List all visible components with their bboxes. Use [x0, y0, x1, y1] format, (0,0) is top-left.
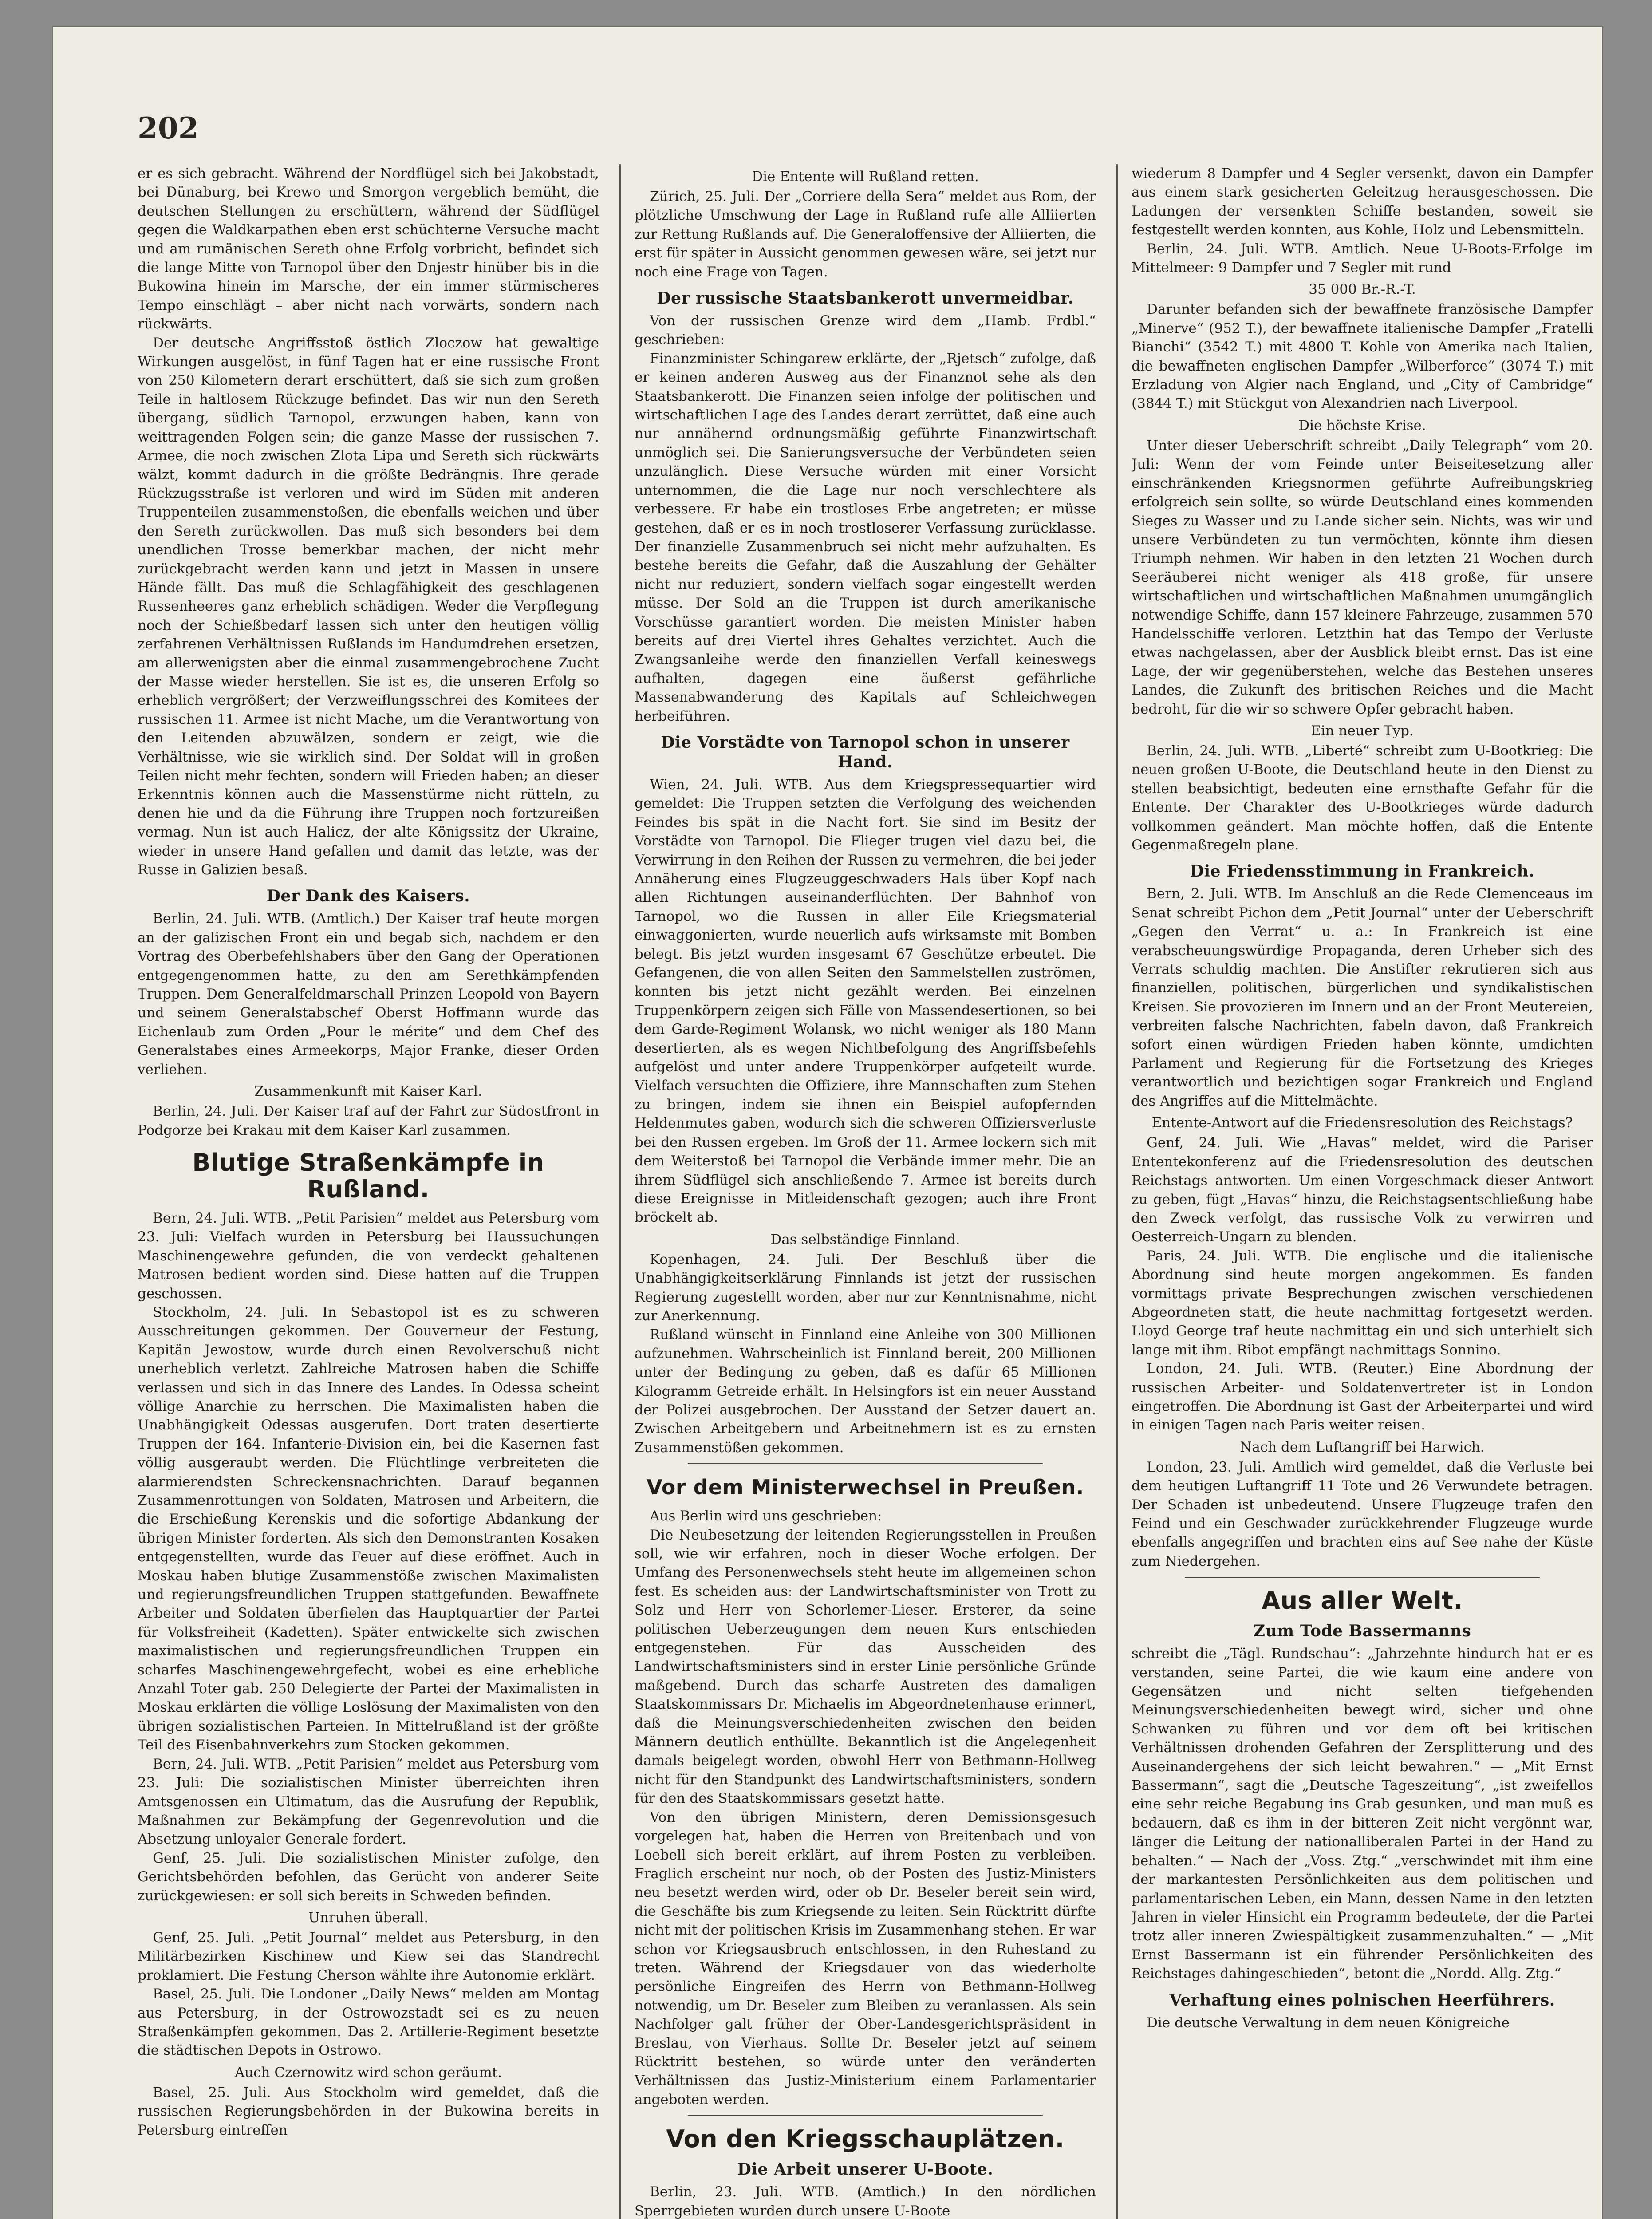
column-middle: [635, 164, 1096, 2219]
subhead-hoechste-krise: Die höchste Krise.: [1298, 417, 1426, 434]
page-number: 202: [138, 111, 199, 146]
subhead-u-boote: Die Arbeit unserer U-Boote.: [737, 2160, 994, 2179]
article-paragraph: Darunter befanden sich der bewaffnete französische Dampfer „Minerve“ (952 T.), der bewaffnete italienische Dampfer „Fratelli Bianchi“ (3542 T.) mit 4800 T. Kohle von Amerika nach Italien, die bewaffneten englischen Dampfer „Wilberforce“ (3074 T.) mit Erzladung von Algier nach England, und „City of Cambridge“ (3844 T.) mit Stückgut von Alexandrien nach Liverpool.: [1132, 301, 1593, 412]
article-continuation: wiederum 8 Dampfer und 4 Segler versenkt, davon ein Dampfer aus einem stark gesicherten Geleitzug herausgeschossen. Die Ladungen der versenkten Schiffe bestanden, soweit sie festgestellt werden konnten, aus Kohle, Holz und Lebensmitteln.: [1132, 166, 1593, 238]
subhead-neuer-typ: Ein neuer Typ.: [1311, 723, 1414, 739]
headline-friedensstimmung: Die Friedensstimmung in Frankreich.: [1190, 862, 1535, 881]
article-paragraph: Rußland wünscht in Finnland eine Anleihe von 300 Millionen aufzunehmen. Wahrscheinlich ist Finnland bereit, 200 Millionen unter der Bedingung zu geben, daß es dafür 65 Millionen Kilogramm Getreide erhält. In Helsingfors ist ein neuer Ausstand der Polizei ausgebrochen. Der Ausstand der Setzer dauert an. Zwischen Arbeitgebern und Arbeitnehmern ist es zu ernsten Zusammenstößen gekommen.: [635, 1327, 1096, 1456]
article-paragraph: Berlin, 23. Juli. WTB. (Amtlich.) In den nördlichen Sperrgebieten wurden durch unsere U-Boote: [635, 2184, 1096, 2219]
newspaper-page: [53, 27, 1602, 2219]
article-paragraph: Von den übrigen Ministern, deren Demissionsgesuch vorgelegen hat, haben die Herren von Breitenbach und von Loebell sich bereit erklärt, auf ihrem Posten zu verbleiben. Fraglich erscheint nur noch, ob der Posten des Justiz-Ministers neu besetzt werden wird, oder ob Dr. Beseler bereit sein wird, die Geschäfte bis zum Kriegsende zu leiten. Sein Rücktritt dürfte nicht mit der politischen Krisis im Zusammenhang stehen. Er war schon vor Kriegsausbruch entschlossen, in den Ruhestand zu treten. Während der Kriegsdauer von das wiederholte persönliche Eingreifen des Herrn von Bethmann-Hollweg notwendig, um Dr. Beseler zum Bleiben zu veranlassen. Als sein Nachfolger galt früher der Ober-Landesgerichtspräsident in Breslau, von Vierhaus. Sollte Dr. Beseler jetzt auf seinem Rücktritt bestehen, so würde unter den veränderten Verhältnissen das Justiz-Ministerium einem Parlamentarier angeboten werden.: [635, 1809, 1096, 2108]
article-paragraph: Bern, 24. Juli. WTB. „Petit Parisien“ meldet aus Petersburg vom 23. Juli: Vielfach wurden in Petersburg bei Haussuchungen Maschinengewehre gefunden, die von verdeckt gehaltenen Matrosen bedient worden sind. Diese hatten auf die Truppen geschossen.: [138, 1210, 599, 1302]
headline-blutige-strassenkaempfe: Blutige Straßenkämpfe in Rußland.: [192, 1148, 544, 1203]
subhead-entente-antwort: Entente-Antwort auf die Friedensresolution des Reichstags?: [1151, 1115, 1573, 1131]
article-paragraph: Berlin, 24. Juli. WTB. Amtlich. Neue U-Boots-Erfolge im Mittelmeer: 9 Dampfer und 7 Segler mit rund: [1132, 241, 1593, 276]
article-paragraph: Bern, 24. Juli. WTB. „Petit Parisien“ meldet aus Petersburg vom 23. Juli: Die sozialistischen Minister überreichten ihren Amtsgenossen ein Ultimatum, das die Ausrufung der Republik, Maßnahmen zur Bekämpfung der Gegenrevolution und die Absetzung unloyaler Generale fordert.: [138, 1756, 599, 1848]
subhead-verhaftung: Verhaftung eines polnischen Heerführers.: [1169, 1990, 1555, 2010]
article-paragraph: Von der russischen Grenze wird dem „Hamb. Frdbl.“ geschrieben:: [635, 313, 1096, 348]
subhead-bassermann: Zum Tode Bassermanns: [1253, 1622, 1471, 1641]
headline-kriegsschauplaetze: Von den Kriegsschauplätzen.: [666, 2125, 1065, 2153]
column-rule: [1116, 164, 1118, 2219]
subhead-finnland: Das selbständige Finnland.: [770, 1231, 960, 1248]
tonnage-figure: 35 000 Br.-R.-T.: [1309, 281, 1416, 298]
section-divider: [688, 1463, 1043, 1464]
headline-staatsbankerott: Der russische Staatsbankerott unvermeidbar.: [657, 289, 1074, 308]
section-divider: [688, 2115, 1043, 2116]
article-paragraph: Basel, 25. Juli. Aus Stockholm wird gemeldet, daß die russischen Regierungsbehörden in der Bukowina bereits in Petersburg eintreffen: [138, 2084, 599, 2138]
article-paragraph: Der deutsche Angriffsstoß östlich Zloczow hat gewaltige Wirkungen ausgelöst, in fünf Tagen hat er eine russische Front von 250 Kilometern derart erschüttert, daß sie sich zum großen Teile in haltlosem Rückzuge befindet. Das wir nun den Sereth übergang, südlich Tarnopol, erzwungen haben, kann von weittragenden Folgen sein; die ganze Masse der russischen 7. Armee, die noch zwischen Zlota Lipa und Sereth sich rückwärts wälzt, kommt dadurch in die größte Bedrängnis. Ihre gerade Rückzugsstraße ist verloren und wird im Süden mit anderen Truppenteilen zusammenstoßen, die ebenfalls weichen und über den Sereth zurückwollen. Das muß sich besonders bei dem unendlichen Trosse bemerkbar machen, der nicht mehr zurückgebracht werden kann und jetzt in Massen in unsere Hände fällt. Das muß die Schlagfähigkeit des geschlagenen Russenheeres ganz erheblich schädigen. Weder die Verpflegung noch der Schießbedarf lassen sich unter den heutigen völlig zerfahrenen Verhältnissen Rußlands im Handumdrehen ersetzen, am allerwenigsten aber die einmal zusammengebrochene Zucht der Masse wieder herstellen. Sie ist es, die unseren Erfolg so erheblich vergrößert; der Verzweiflungsschrei des Komitees der russischen 11. Armee ist nicht Mache, um die Verantwortung von den Leitenden abzuwälzen, sondern er zeigt, wie die Verhältnisse, wie sie wirklich sind. Der Soldat will in großen Teilen nicht mehr fechten, sondern will Frieden haben; an dieser Erkenntnis können auch die Massenstürme nicht rütteln, zu denen hie und da die Führung ihre Truppen noch fortzureißen vermag. Nun ist auch Halicz, der alte Königssitz der Ukraine, wieder in unsere Hand gefallen und damit das letzte, was der Russe in Galizien besaß.: [138, 335, 599, 878]
subhead-entente: Die Entente will Rußland retten.: [752, 169, 979, 185]
headline-dank: Der Dank des Kaisers.: [266, 887, 470, 906]
article-paragraph: Paris, 24. Juli. WTB. Die englische und die italienische Abordnung sind heute morgen angekommen. Es fanden vormittags private Besprechungen zwischen verschiedenen Abgeordneten statt, die heute nachmittag fortgesetzt werden. Lloyd George traf heute nachmittag ein und sich unterhielt sich lange mit ihm. Ribot empfängt nachmittags Sonnino.: [1132, 1248, 1593, 1358]
article-paragraph: London, 24. Juli. WTB. (Reuter.) Eine Abordnung der russischen Arbeiter- und Soldatenvertreter ist in London eingetroffen. Die Abordnung ist Gast der Arbeiterpartei und wird in einigen Tagen nach Paris weiter reisen.: [1132, 1361, 1593, 1433]
section-divider: [1185, 1577, 1540, 1578]
article-paragraph: Die Neubesetzung der leitenden Regierungsstellen in Preußen soll, wie wir erfahren, noch in dieser Woche erfolgen. Der Umfang des Personenwechsels steht heute im allgemeinen schon fest. Es scheiden aus: der Landwirtschaftsminister von Trott zu Solz und Herr von Schorlemer-Lieser. Ersterer, da seine politischen Ueberzeugungen dem neuen Kurs entschieden entgegenstehen. Für das Ausscheiden des Landwirtschaftsministers sind in erster Linie persönliche Gründe maßgebend. Durch das scharfe Austreten des damaligen Staatskommissars Dr. Michaelis im Abgeordnetenhause erinnert, daß die Meinungsverschiedenheiten zwischen den beiden Männern deutlich enthüllte. Bekanntlich ist die Angelegenheit damals beigelegt worden, obwohl Herr von Bethmann-Hollweg nicht für den Standpunkt des Landwirtschaftsministers, sondern für den des Staatskommissars gesetzt hatte.: [635, 1527, 1096, 1807]
article-paragraph: London, 23. Juli. Amtlich wird gemeldet, daß die Verluste bei dem heutigen Luftangriff 11 Tote und 26 Verwundete betragen. Der Schaden ist unbedeutend. Unsere Flugzeuge trafen den Feind und ein Geschwader zurückkehrender Flugzeuge wurde ebenfalls angegriffen und brachten eins auf See nahe der Küste zum Niedergehen.: [1132, 1459, 1593, 1569]
article-paragraph: Unter dieser Ueberschrift schreibt „Daily Telegraph“ vom 20. Juli: Wenn der vom Feinde unter Beiseitesetzung aller einschränkenden Kriegsnormen geführte Aufreibungskrieg erfolgreich sein sollte, so würde Deutschland eines kommenden Sieges zu Wasser und zu Lande sicher sein. Nichts, was wir und unsere Verbündeten zu tun vermöchten, könnte ihm diesen Triumph nehmen. Wir haben in den letzten 21 Wochen durch Seeräuberei nicht weniger als 418 große, für unsere wirtschaftlichen und wirtschaftlichen Maßnahmen unumgänglich notwendige Schiffe, dann 157 kleinere Fahrzeuge, zusammen 570 Handelsschiffe verloren. Letzthin hat das Tempo der Verluste etwas nachgelassen, aber der Ausblick bleibt ernst. Das ist eine Lage, der wir gegenüberstehen, welche das Bestehen unseres Landes, die Zukunft des britischen Reiches und die Macht bedroht, für die wir so schwere Opfer gebracht haben.: [1132, 437, 1593, 717]
headline-tarnopol: Die Vorstädte von Tarnopol schon in unserer Hand.: [661, 733, 1070, 771]
article-continuation: er es sich gebracht. Während der Nordflügel sich bei Jakobstadt, bei Dünaburg, bei Krewo und Smorgon vergeblich bemüht, die deutschen Stellungen zu erschüttern, während der Südflügel gegen die Waldkarpathen eben erst schüchterne Versuche macht und am rumänischen Sereth ohne Erfolg vorbricht, befindet sich die lange Mitte von Tarnopol über den Dnjestr hinüber bis in die Bukowina hinein im Marsche, der ein immer stürmischeres Tempo einschlägt – aber nicht nach vorwärts, sondern nach rückwärts.: [138, 166, 599, 332]
article-paragraph: Aus Berlin wird uns geschrieben:: [650, 1508, 882, 1524]
article-paragraph: Die deutsche Verwaltung in dem neuen Königreiche: [1147, 2014, 1510, 2031]
article-paragraph: Berlin, 24. Juli. WTB. (Amtlich.) Der Kaiser traf heute morgen an der galizischen Front ein und begab sich, nachdem er den Vortrag des Oberbefehlshabers über den Gang der Operationen entgegengenommen hatte, zu den am Serethkämpfenden Truppen. Dem Generalfeldmarschall Prinzen Leopold von Bayern und seinem Generalstabschef Oberst Hoffmann wurde das Eichenlaub zum Orden „Pour le mérite“ und dem Chef des Generalstabes eines Armeekorps, Major Franke, dieser Orden verliehen.: [138, 911, 599, 1078]
article-paragraph: Kopenhagen, 24. Juli. Der Beschluß über die Unabhängigkeitserklärung Finnlands ist jetzt der russischen Regierung zugestellt worden, aber nur zur Kenntnisnahme, nicht zur Anerkennung.: [635, 1251, 1096, 1324]
subhead-czernowitz: Auch Czernowitz wird schon geräumt.: [234, 2064, 502, 2081]
article-paragraph: Berlin, 24. Juli. Der Kaiser traf auf der Fahrt zur Südostfront in Podgorze bei Krakau mit dem Kaiser Karl zusammen.: [138, 1103, 599, 1138]
article-paragraph: Basel, 25. Juli. Die Londoner „Daily News“ melden am Montag aus Petersburg, in der Ostrowozstadt sei es zu neuen Straßenkämpfen gekommen. Das 2. Artillerie-Regiment besetzte die städtischen Depots in Ostrowo.: [138, 1986, 599, 2059]
column-left: [138, 164, 599, 2219]
column-rule: [619, 164, 621, 2219]
headline-aus-aller-welt: Aus aller Welt.: [1262, 1587, 1463, 1615]
article-paragraph: Zürich, 25. Juli. Der „Corriere della Sera“ meldet aus Rom, der plötzliche Umschwung der Lage in Rußland rufe alle Alliierten zur Rettung Rußlands auf. Die Generaloffensive der Alliierten, die erst für später in Aussicht genommen gewesen wäre, sei jetzt nur noch eine Frage von Tagen.: [635, 189, 1096, 280]
column-right: [1132, 164, 1593, 2219]
headline-ministerwechsel: Vor dem Ministerwechsel in Preußen.: [647, 1475, 1084, 1500]
subhead-zusammenkunft: Zusammenkunft mit Kaiser Karl.: [254, 1083, 482, 1100]
article-paragraph: Berlin, 24. Juli. WTB. „Liberté“ schreibt zum U-Bootkrieg: Die neuen großen U-Boote, die Deutschland heute in den Dienst zu stellen beabsichtigt, bedeuten eine ernsthafte Gefahr für die Entente. Der Charakter des U-Bootkrieges würde dadurch vollkommen geändert. Man möchte hoffen, daß die Entente Gegenmaßregeln plane.: [1132, 742, 1593, 853]
subhead-harwich: Nach dem Luftangriff bei Harwich.: [1240, 1439, 1485, 1455]
article-paragraph: schreibt die „Tägl. Rundschau“: „Jahrzehnte hindurch hat er es verstanden, seine Partei, die wie kaum eine andere von Gegensätzen und nicht selten tiefgehenden Meinungsverschiedenheiten bewegt wird, sicher und ohne Schwanken zu führen und vor dem oft bei kritischen Verhältnissen drohenden Gefahren der Zersplitterung und des Auseinandergehens der sich leicht bewahren.“ — „Mit Ernst Bassermann“, sagt die „Deutsche Tageszeitung“, „ist zweifellos eine sehr reiche Begabung ins Grab gesunken, und man muß es bedauern, daß es ihm in der bitteren Zeit nicht vergönnt war, länger die Leitung der nationalliberalen Partei in der Hand zu behalten.“ — Nach der „Voss. Ztg.“ „verschwindet mit ihm eine der markantesten Persönlichkeiten aus dem politischen und parlamentarischen Leben, ein Mann, dessen Name in den letzten Jahren in vieler Hinsicht ein Programm bedeutete, der die Partei trotz aller inneren Zwiespältigkeit zusammenzuhalten.“ — „Mit Ernst Bassermann ist ein führender Persönlichkeiten des Reichstages dahingeschieden“, betont die „Nordd. Allg. Ztg.“: [1132, 1646, 1593, 1982]
article-paragraph: Stockholm, 24. Juli. In Sebastopol ist es zu schweren Ausschreitungen gekommen. Der Gouverneur der Festung, Kapitän Jewostow, wurde durch einen Revolverschuß nicht unerheblich verletzt. Zahlreiche Matrosen haben die Schiffe verlassen und sich in das Innere des Landes. In Odessa scheint völlige Anarchie zu herrschen. Die Maximalisten haben die Unabhängigkeit Odessas ausgerufen. Dort traten desertierte Truppen der 164. Infanterie-Division ein, bei die Kasernen fast völlig ausgeraubt werden. Die Flüchtlinge verbreiteten die alarmierendsten Schreckensnachrichten. Darauf begannen Zusammenrottungen von Soldaten, Matrosen und Arbeitern, die die Erschießung Kerenskis und die sofortige Abdankung der übrigen Minister forderten. Als sich den Demonstranten Kosaken entgegenstellten, wurde das Feuer auf diese eröffnet. Auch in Moskau haben blutige Zusammenstöße zwischen Maximalisten und regierungsfreundlichen Truppen stattgefunden. Bewaffnete Arbeiter und Soldaten überfielen das Hauptquartier der Partei für Volksfreiheit (Kadetten). Später entwickelte sich zwischen maximalistischen und regierungsfreundlichen Truppen ein scharfes Maschinengewehrgefecht, wobei es eine erhebliche Anzahl Toter gab. 250 Delegierte der Partei der Maximalisten in Moskau erklärten die völlige Loslösung der Maximalisten von den übrigen sozialistischen Parteien. In Mittelrußland ist der größte Teil des Eisenbahnverkehrs zum Stocken gekommen.: [138, 1304, 599, 1753]
article-paragraph: Finanzminister Schingarew erklärte, der „Rjetsch“ zufolge, daß er keinen anderen Ausweg aus der Finanznot sehe als den Staatsbankerott. Die Finanzen seien infolge der politischen und wirtschaftlichen Lage des Landes derart zerrüttet, daß eine auch nur annähernd ordnungsmäßig geführte Finanzwirtschaft unmöglich sei. Die Sanierungsversuche der Verbündeten seien unzulänglich. Diese Versuche würden mit einer Vorsicht unternommen, die die Lage nur noch verschlechtere als verbessere. Er habe ein trostloses Erbe angetreten; er müsse gestehen, daß er es in noch trostloserer Verfassung zurücklasse. Der finanzielle Zusammenbruch sei nicht mehr aufzuhalten. Es bestehe bereits die Gefahr, daß die Auszahlung der Gehälter nicht nur reduziert, sondern vielfach sogar eingestellt werden müsse. Der Sold an die Truppen ist durch amerikanische Vorschüsse garantiert worden. Die meisten Minister haben bereits auf drei Viertel ihres Gehaltes verzichtet. Auch die Zwangsanleihe werde den finanziellen Verfall keineswegs aufhalten, dagegen eine äußerst gefährliche Massenabwanderung des Kapitals auf Schleichwegen herbeiführen.: [635, 350, 1096, 724]
article-paragraph: Wien, 24. Juli. WTB. Aus dem Kriegspressequartier wird gemeldet: Die Truppen setzten die Verfolgung des weichenden Feindes bis spät in die Nacht fort. Sie sind im Besitz der Vorstädte von Tarnopol. Die Flieger trugen viel dazu bei, die Verwirrung in den Reihen der Russen zu vermehren, die bei jeder Annäherung eines Flugzeuggeschwaders Hals über Kopf nach allen Richtungen auseinanderflüchten. Der Bahnhof von Tarnopol, wo die Russen in aller Eile Kriegsmaterial einwaggonierten, wurde neuerlich aufs wirksamste mit Bomben belegt. Bis jetzt wurden insgesamt 67 Geschütze erbeutet. Die Gefangenen, die von allen Seiten den Sammelstellen zuströmen, konnten bis jetzt nicht gezählt werden. Bei einzelnen Truppenkörpern zeigen sich Fälle von Massendesertionen, so bei dem Garde-Regiment Wolansk, wo nicht weniger als 180 Mann desertierten, als es wegen Nichtbefolgung des Angriffsbefehls aufgelöst und unter andere Truppenkörper aufgeteilt wurde. Vielfach versuchten die Offiziere, ihre Mannschaften zum Stehen zu bringen, indem sie ihnen ein Beispiel aufopfernden Heldenmutes gaben, wodurch sich die schweren Offiziersverluste bei den Russen ergeben. Im Groß der 11. Armee lockern sich mit dem Weiterstoß bei Tarnopol die Verbände immer mehr. Die an ihrem Südflügel sich anschließende 7. Armee ist bereits durch diese Ereignisse in Mitleidenschaft gezogen; auch ihre Front bröckelt ab.: [635, 776, 1096, 1226]
subhead-unruhen: Unruhen überall.: [308, 1909, 429, 1926]
article-paragraph: Genf, 24. Juli. Wie „Havas“ meldet, wird die Pariser Ententekonferenz auf die Friedensresolution des deutschen Reichstags antworten. Um einen Vorgeschmack dieser Antwort zu geben, fügt „Havas“ hinzu, die Reichstagsentschließung habe den Zweck verfolgt, das russische Volk zu verwirren und Oesterreich-Ungarn zu blenden.: [1132, 1135, 1593, 1245]
article-paragraph: Bern, 2. Juli. WTB. Im Anschluß an die Rede Clemenceaus im Senat schreibt Pichon dem „Petit Journal“ unter der Ueberschrift „Gegen den Verrat“ u. a.: In Frankreich ist eine verabscheuungswürdige Propaganda, deren Urheber sich des Verrats schuldig machten. Die Anstifter rekrutieren sich aus finanziellen, politischen, bürgerlichen und syndikalistischen Kreisen. Sie provozieren im Innern und an der Front Meutereien, verbreiten falsche Nachrichten, fabeln davon, daß Frankreich sofort einen würdigen Frieden haben könnte, umdichten Parlament und Regierung für die Fortsetzung des Krieges verantwortlich und bezichtigen sogar Frankreich und England des Angriffes auf die Mittelmächte.: [1132, 886, 1593, 1109]
article-paragraph: Genf, 25. Juli. Die sozialistischen Minister zufolge, den Gerichtsbehörden befohlen, das Gerücht von anderer Seite zurückgewiesen: er soll sich bereits in Schweden befinden.: [138, 1850, 599, 1904]
article-paragraph: Genf, 25. Juli. „Petit Journal“ meldet aus Petersburg, in den Militärbezirken Kischinew und Kiew sei das Standrecht proklamiert. Die Festung Cherson wählte ihre Autonomie erklärt.: [138, 1929, 599, 1983]
